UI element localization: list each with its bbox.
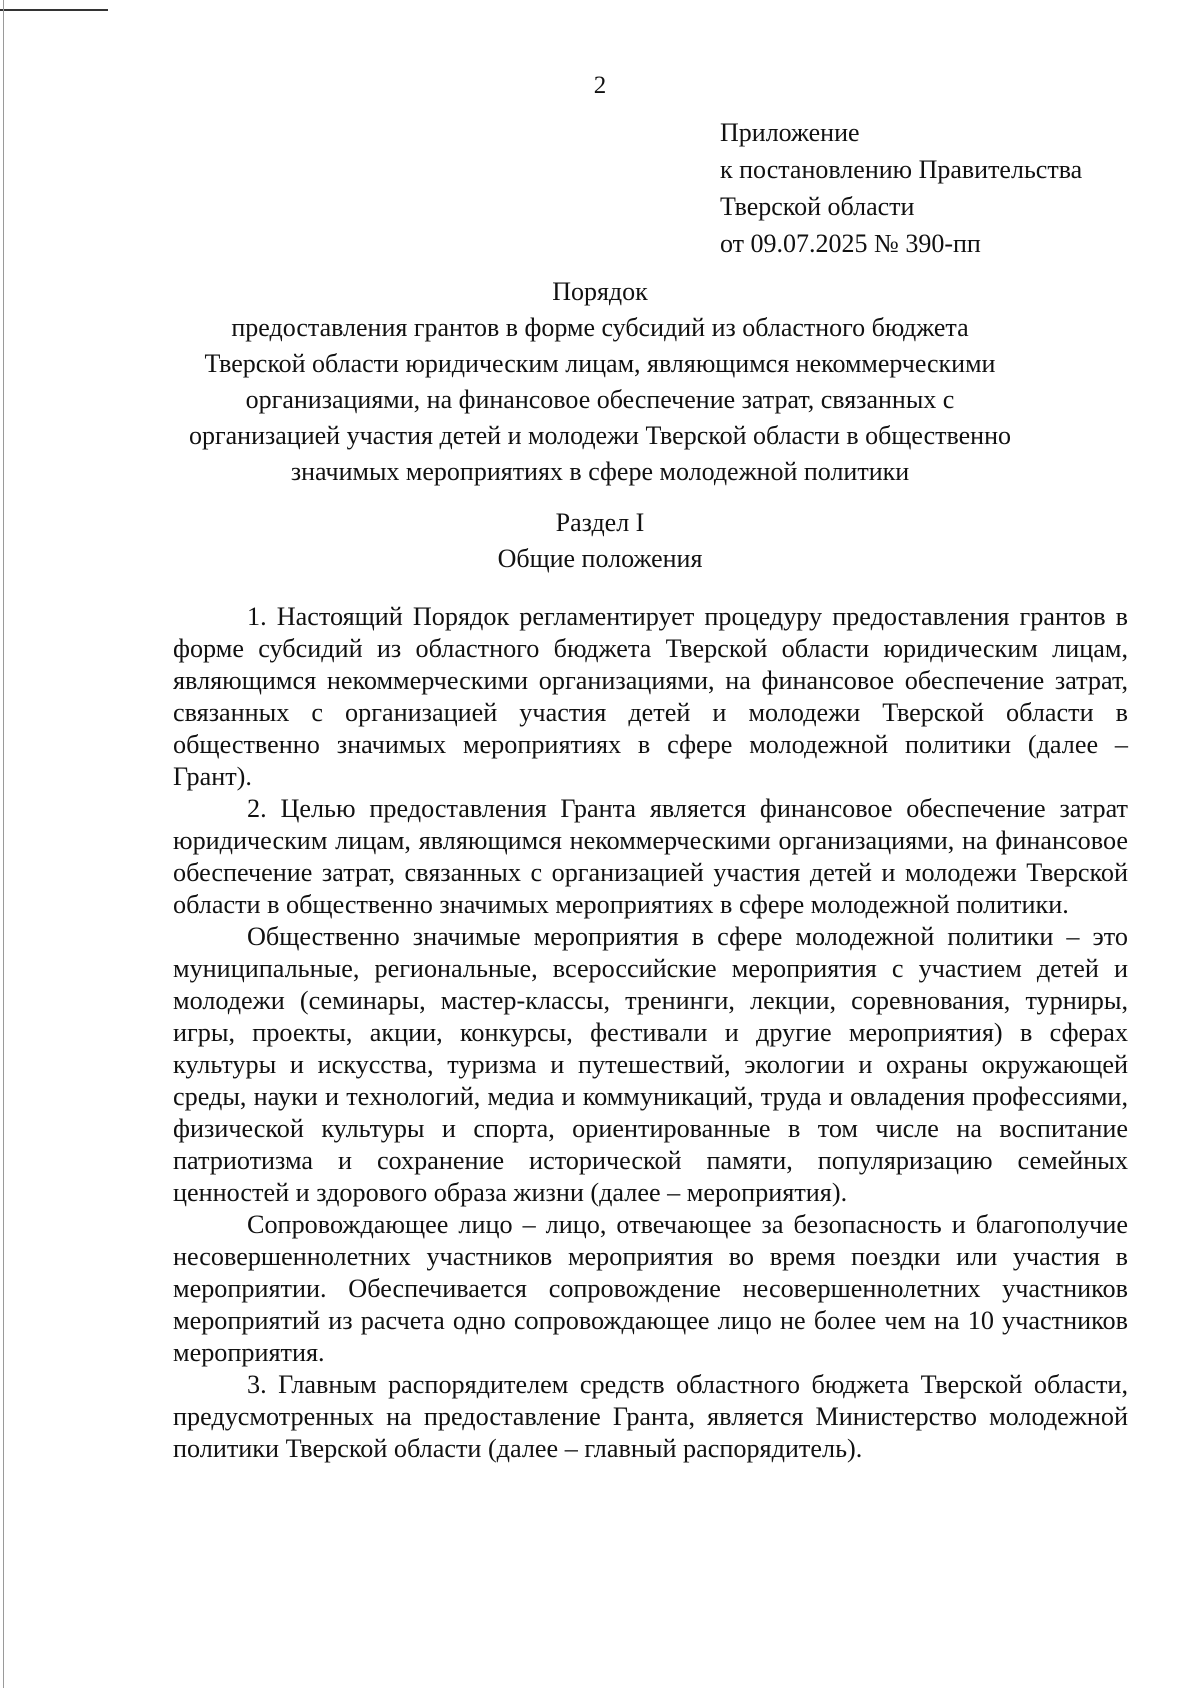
title-line: значимых мероприятиях в сфере молодежной политики xyxy=(290,457,910,486)
appendix-line: Тверской области xyxy=(720,192,915,221)
paragraph: 3. Главным распорядителем средств областного бюджета Тверской области, предусмотренных на предоставление Гранта, является Министерство молодежной политики Тверской области (далее – главный распорядитель). xyxy=(173,1370,1128,1463)
appendix-line: Приложение xyxy=(720,118,860,147)
title-heading: Порядок xyxy=(552,277,648,306)
title-line: Тверской области юридическим лицам, являющимся некоммерческими xyxy=(204,349,996,378)
page-number: 2 xyxy=(593,72,607,99)
section-heading xyxy=(100,505,1100,577)
paragraph: 1. Настоящий Порядок регламентирует процедуру предоставления грантов в форме субсидий из областного бюджета Тверской области юридическим лицам, являющимся некоммерческими организациями, на финансовое обеспечение затрат, связанных с организацией участия детей и молодежи Тверской области в общественно значимых мероприятиях в сфере молодежной политики (далее – Грант). xyxy=(173,602,1128,791)
appendix-date-line: от 09.07.2025 № 390-пп xyxy=(720,229,981,258)
title-line: организацией участия детей и молодежи Тверской области в общественно xyxy=(188,421,1012,450)
paragraph: Общественно значимые мероприятия в сфере молодежной политики – это муниципальные, региональные, всероссийские мероприятия с участием детей и молодежи (семинары, мастер-классы, тренинги, лекции, соревнования, турниры, игры, проекты, акции, конкурсы, фестивали и другие мероприятия) в сферах культуры и искусства, туризма и путешествий, экологии и охраны окружающей среды, науки и технологий, медиа и коммуникаций, труда и овладения профессиями, физической культуры и спорта, ориентированные в том числе на воспитание патриотизма и сохранение исторической памяти, популяризацию семейных ценностей и здорового образа жизни (далее – мероприятия). xyxy=(173,922,1128,1207)
document-body xyxy=(173,601,1128,1465)
paragraph: Сопровождающее лицо – лицо, отвечающее за безопасность и благополучие несовершеннолетних участников мероприятия во время поездки или участия в мероприятии. Обеспечивается сопровождение несовершеннолетних участников мероприятий из расчета одно сопровождающее лицо не более чем на 10 участников мероприятия. xyxy=(173,1210,1128,1367)
scan-edge-line-left xyxy=(3,0,4,1688)
document-title xyxy=(100,274,1100,490)
title-line: организациями, на финансовое обеспечение затрат, связанных с xyxy=(245,385,955,414)
section-number: Раздел I xyxy=(555,508,645,537)
appendix-line: к постановлению Правительства xyxy=(720,155,1083,184)
appendix-block xyxy=(720,114,1082,262)
scan-edge-line-top xyxy=(0,9,108,11)
title-line: предоставления грантов в форме субсидий из областного бюджета xyxy=(231,313,969,342)
paragraph: 2. Целью предоставления Гранта является финансовое обеспечение затрат юридическим лицам, являющимся некоммерческими организациями, на финансовое обеспечение затрат, связанных с организацией участия детей и молодежи Тверской области в общественно значимых мероприятиях в сфере молодежной политики. xyxy=(173,794,1128,919)
section-name: Общие положения xyxy=(497,544,703,573)
